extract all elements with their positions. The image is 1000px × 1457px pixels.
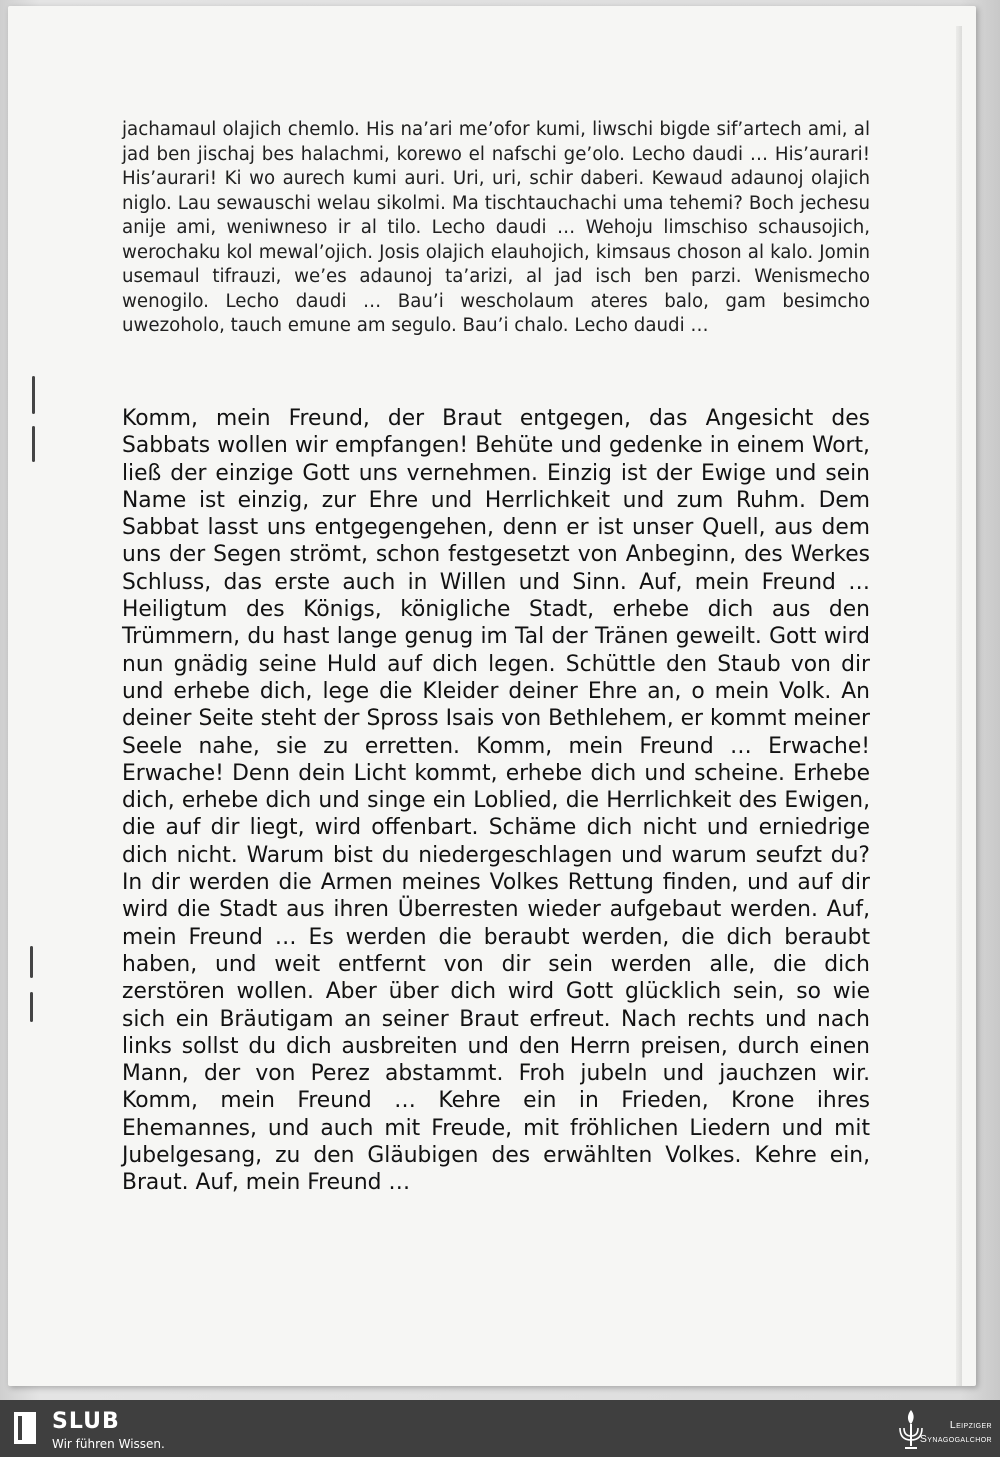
- choir-name[interactable]: [920, 1418, 992, 1446]
- slub-book-icon: [12, 1410, 40, 1448]
- footer-bar: [0, 1400, 1000, 1457]
- page-edge: [956, 26, 962, 1386]
- slub-tagline: Wir führen Wissen.: [52, 1437, 165, 1451]
- choir-name-line1: Leipziger: [949, 1419, 992, 1431]
- staple-mark: [32, 376, 35, 414]
- staple-mark: [30, 992, 33, 1022]
- choir-name-line2: Synagogalchor: [919, 1433, 992, 1445]
- staple-mark: [30, 946, 33, 978]
- transliteration-paragraph: jachamaul olajich chemlo. His na’ari me’ofor kumi, liwschi bigde sif’artech ami, al jad ben jischaj bes halachmi, korewo el nafschi ge’olo. Lecho daudi … His’aurari! His’aurari! Ki wo aurech kumi auri. Uri, uri, schir daberi. Kewaud adaunoj olajich niglo. Lau sewauschi welau sikolmi. Ma tischtauchachi uma tehemi? Boch jechesu anije ami, weniwneso ir al tilo. Lecho daudi … Wehoju limschiso schausojich, werochaku kol mewal’ojich. Josis olajich elauhojich, kimsaus choson al kalo. Jomin usemaul tifrauzi, we’es adaunoj ta’arizi, al jad isch ben parzi. Wenismecho wenogilo. Lecho daudi … Bau’i wescholaum ateres balo, gam besimcho uwezoholo, tauch emune am segulo. Bau’i chalo. Lecho daudi …: [122, 119, 870, 336]
- translation-paragraph: Komm, mein Freund, der Braut entgegen, das Angesicht des Sabbats wollen wir empfangen! Behüte und gedenke in einem Wort, ließ der einzige Gott uns vernehmen. Einzig ist der Ewige und sein Name ist einzig, zur Ehre und Herrlichkeit und zum Ruhm. Dem Sabbat lasst uns entgegengehen, denn er ist unser Quell, aus dem uns der Segen strömt, schon festgesetzt von Anbeginn, des Werkes Schluss, das erste auch in Willen und Sinn. Auf, mein Freund … Heiligtum des Königs, königliche Stadt, erhebe dich aus den Trümmern, du hast lange genug im Tal der Tränen geweilt. Gott wird nun gnädig seine Huld auf dich legen. Schüttle den Staub von dir und erhebe dich, lege die Kleider deiner Ehre an, o mein Volk. An deiner Seite steht der Spross Isais von Bethlehem, er kommt meiner Seele nahe, sie zu erretten. Komm, mein Freund … Erwache! Erwache! Denn dein Licht kommt, erhebe dich und scheine. Erhebe dich, erhebe dich und singe ein Loblied, die Herrlichkeit des Ewigen, die auf dir liegt, wird offenbart. Schäme dich nicht und erniedrige dich nicht. Warum bist du niedergeschlagen und warum seufzt du? In dir werden die Armen meines Volkes Rettung finden, und auf dir wird die Stadt aus ihren Überresten wieder aufgebaut werden. Auf, mein Freund … Es werden die beraubt werden, die dich beraubt haben, und weit entfernt von dir sein werden alle, die dich zerstören wollen. Aber über dich wird Gott glücklich sein, so wie sich ein Bräutigam an seiner Braut erfreut. Nach rechts und nach links sollst du dich ausbreiten und den Herrn preisen, durch einen Mann, der von Perez abstammt. Froh jubeln und jauchzen wir. Komm, mein Freund … Kehre ein in Frieden, Krone ihres Ehemannes, und auch mit Freude, mit fröhlichen Liedern und mit Jubelgesang, zu den Gläubigen des erwählten Volkes. Kehre ein, Braut. Auf, mein Freund …: [122, 406, 870, 1196]
- staple-mark: [32, 426, 35, 462]
- slub-brand[interactable]: SLUB: [52, 1409, 120, 1434]
